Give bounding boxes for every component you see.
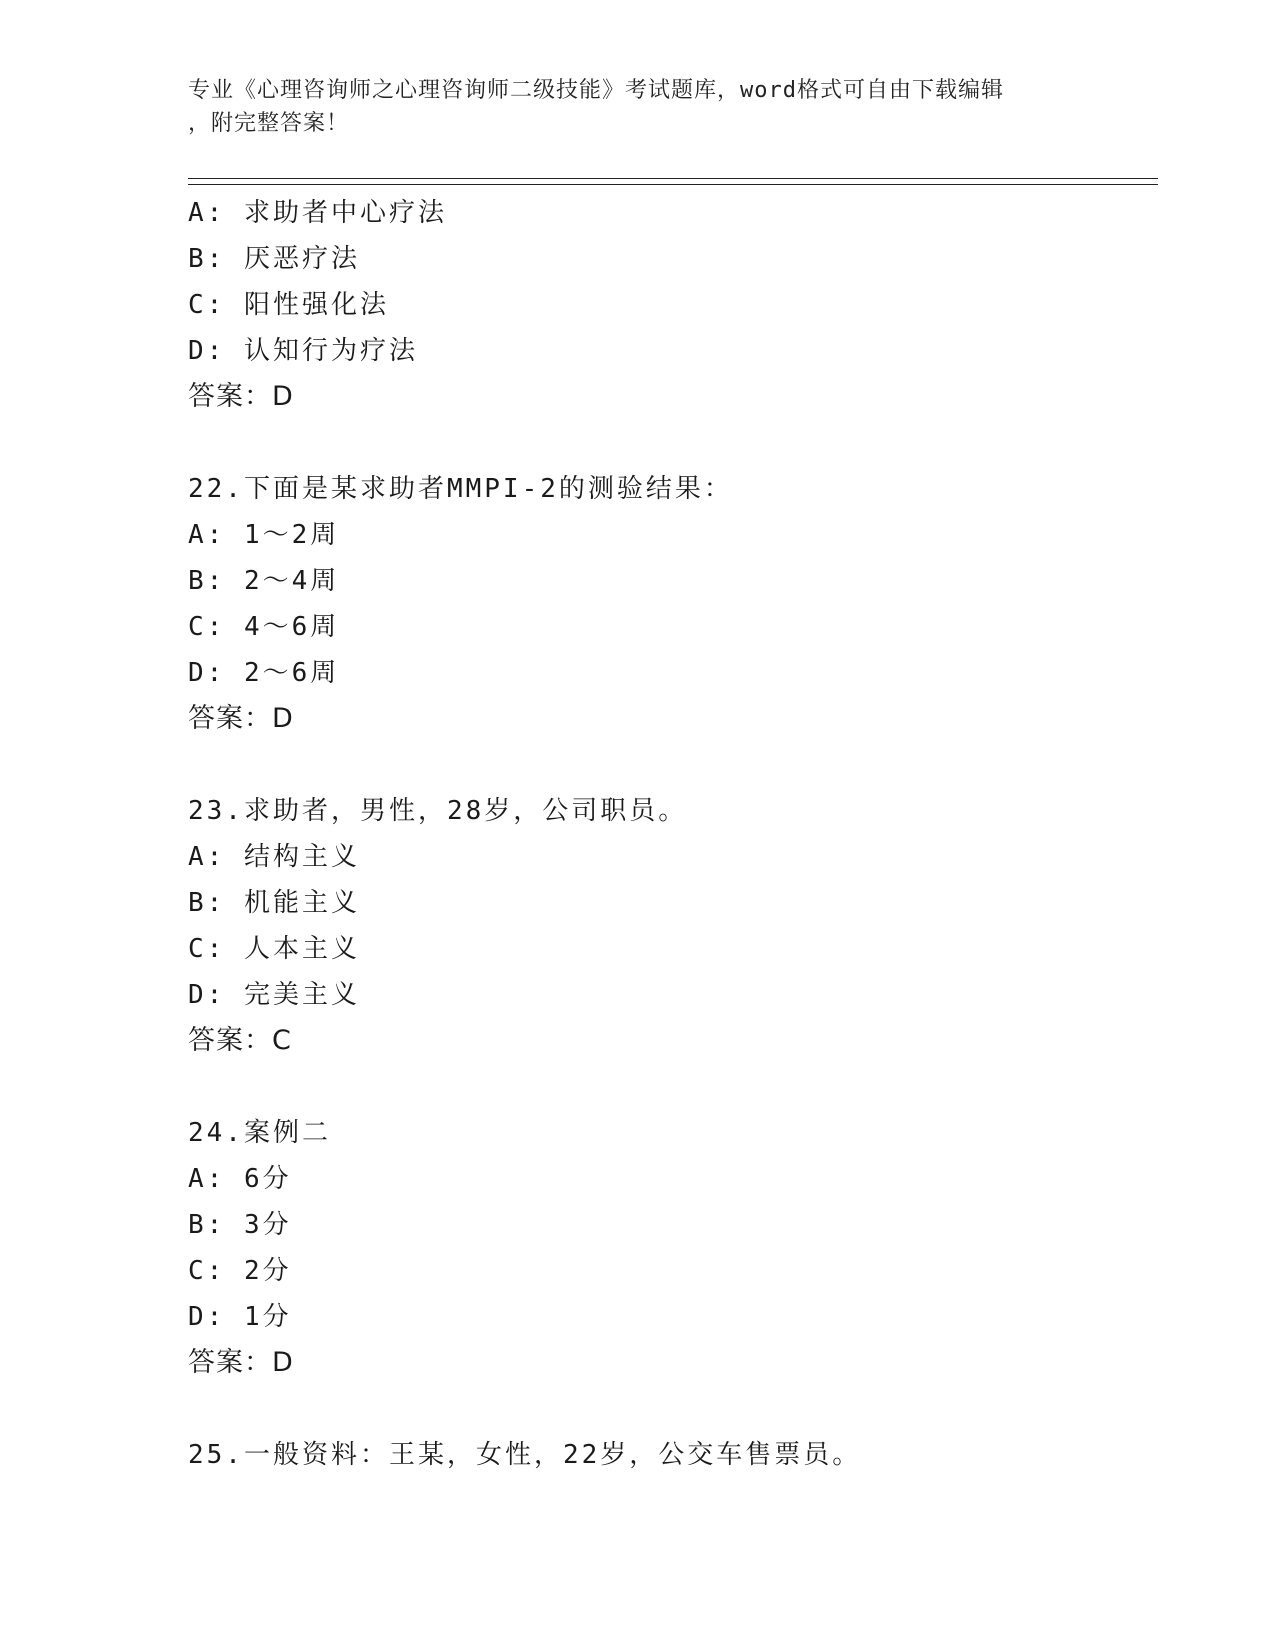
answer: 答案：D [188,381,294,412]
spacer [188,1386,1148,1432]
option-a: A: 6分 [188,1164,292,1194]
header-line-1: 专业《心理咨询师之心理咨询师二级技能》考试题库，word格式可自由下载编辑 [188,78,1004,103]
header-line-2: ，附完整答案！ [188,111,350,136]
option-c: C: 2分 [188,1256,292,1286]
header-divider-bottom [188,184,1158,185]
answer: 答案：D [188,1347,294,1378]
document-header [188,74,1108,140]
option-b: B: 厌恶疗法 [188,244,360,274]
option-b: B: 机能主义 [188,888,360,918]
question-25 [188,1432,1148,1478]
question-text: 24.案例二 [188,1118,331,1148]
option-d: D: 认知行为疗法 [188,336,418,366]
question-text: 22.下面是某求助者MMPI-2的测验结果： [188,474,733,504]
spacer [188,420,1148,466]
option-c: C: 4～6周 [188,612,340,642]
option-a: A: 求助者中心疗法 [188,198,447,228]
option-c: C: 人本主义 [188,934,360,964]
answer: 答案：C [188,1025,292,1056]
option-c: C: 阳性强化法 [188,290,389,320]
question-22 [188,466,1148,742]
header-divider-top [188,178,1158,179]
question-24 [188,1110,1148,1386]
option-a: A: 1～2周 [188,520,340,550]
spacer [188,742,1148,788]
question-text: 25.一般资料：王某，女性，22岁，公交车售票员。 [188,1440,862,1470]
option-a: A: 结构主义 [188,842,360,872]
option-d: D: 2～6周 [188,658,340,688]
option-d: D: 1分 [188,1302,292,1332]
option-b: B: 3分 [188,1210,292,1240]
question-23 [188,788,1148,1064]
spacer [188,1064,1148,1110]
question-21 [188,190,1148,420]
option-d: D: 完美主义 [188,980,360,1010]
option-b: B: 2～4周 [188,566,340,596]
answer: 答案：D [188,703,294,734]
question-text: 23.求助者，男性，28岁，公司职员。 [188,796,688,826]
question-list [188,190,1148,1478]
